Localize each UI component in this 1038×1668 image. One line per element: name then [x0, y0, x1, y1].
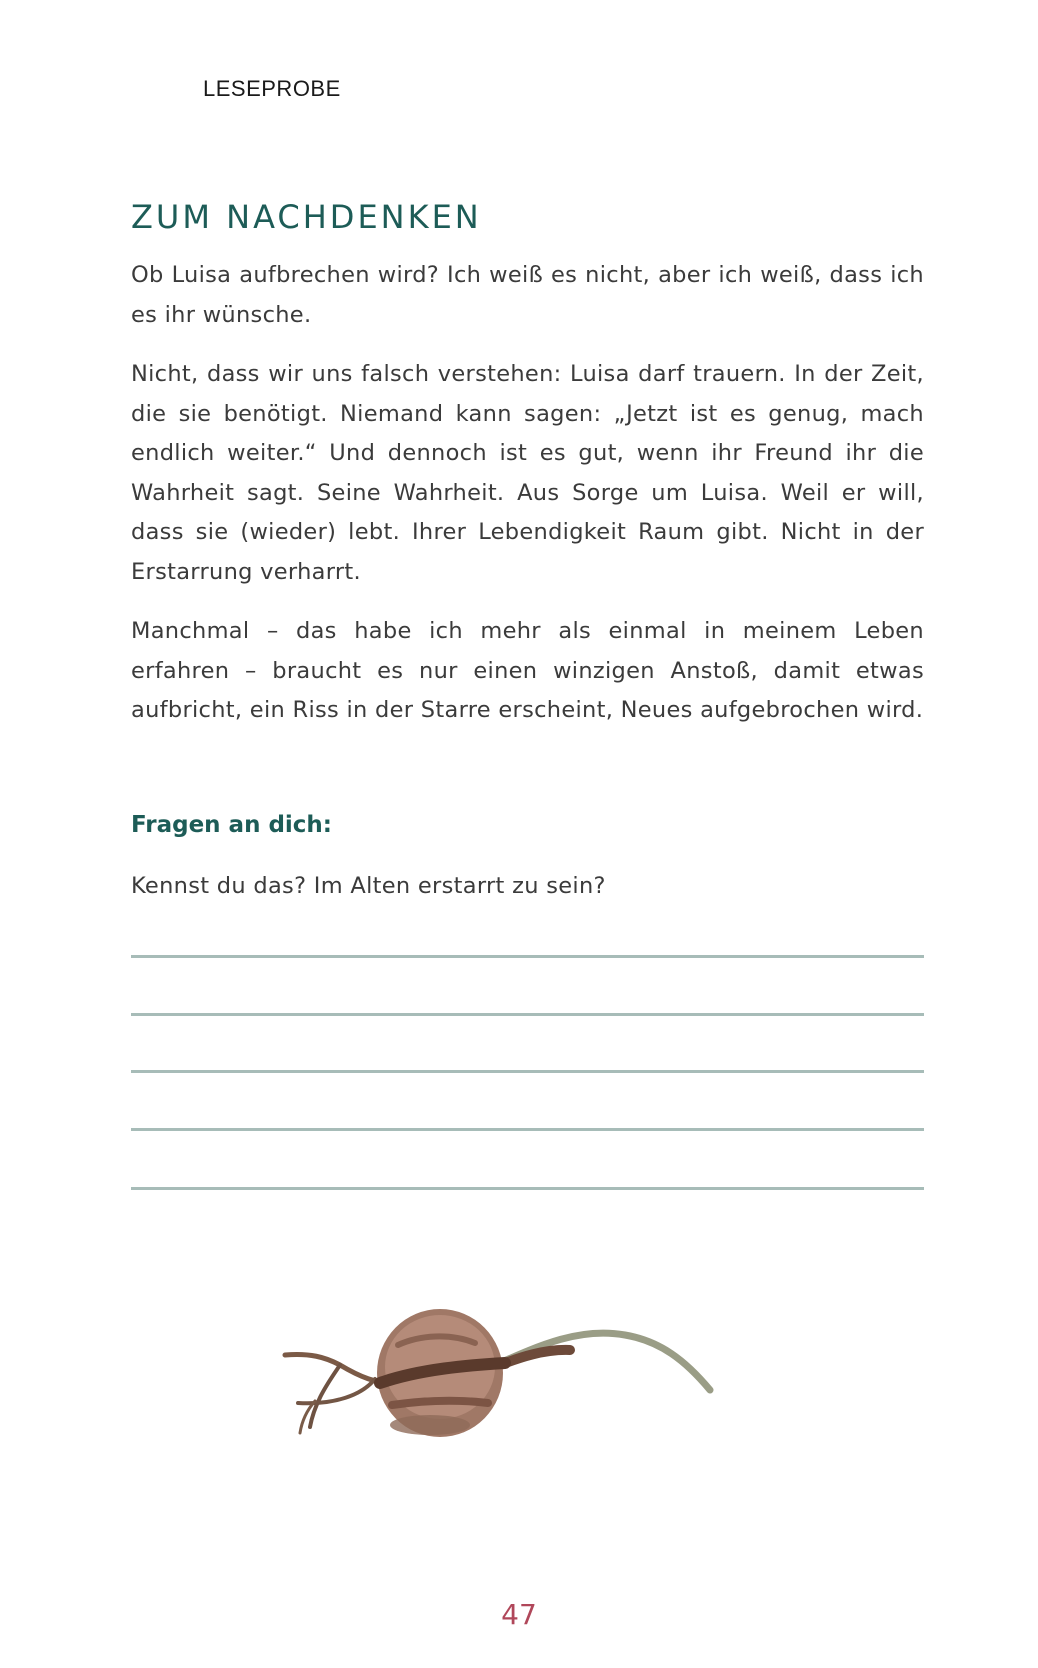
- writing-line[interactable]: [131, 1070, 924, 1073]
- root-icon: [310, 1365, 340, 1427]
- writing-line[interactable]: [131, 955, 924, 958]
- bulb-icon: [392, 1401, 488, 1405]
- paragraph: Ob Luisa aufbrechen wird? Ich weiß es nicht, aber ich weiß, dass ich es ihr wünsche.: [131, 262, 924, 328]
- writing-line[interactable]: [131, 1187, 924, 1190]
- paragraph: Manchmal – das habe ich mehr als einmal in meinem Leben erfahren – braucht es nur einen winzigen Anstoß, damit etwas aufbricht, ein Riss in der Starre erscheint, Neues aufgebrochen wird.: [131, 618, 924, 723]
- page-number: 47: [501, 1598, 537, 1631]
- main-content: [131, 196, 924, 731]
- questions-heading: Fragen an dich:: [131, 812, 333, 838]
- paragraph: Nicht, dass wir uns falsch verstehen: Luisa darf trauern. In der Zeit, die sie benötigt. Niemand kann sagen: „Jetzt ist es genug, mach endlich weiter.“ Und dennoch ist es gut, wenn ihr Freund ihr die Wahrheit sagt. Seine Wahrheit. Aus Sorge um Luisa. Weil er will, dass sie (wieder) lebt. Ihrer Lebendigkeit Raum gibt. Nicht in der Erstarrung verharrt.: [131, 361, 924, 585]
- sprouting-bulb-illustration: [280, 1305, 780, 1485]
- writing-line[interactable]: [131, 1013, 924, 1016]
- sprout-icon: [495, 1333, 710, 1390]
- header-label: LESEPROBE: [203, 76, 341, 101]
- root-icon: [298, 1379, 375, 1403]
- question-text: Kennst du das? Im Alten erstarrt zu sein?: [131, 873, 606, 899]
- bulb-icon: [390, 1415, 470, 1435]
- section-title: ZUM NACHDENKEN: [131, 198, 482, 236]
- writing-line[interactable]: [131, 1128, 924, 1131]
